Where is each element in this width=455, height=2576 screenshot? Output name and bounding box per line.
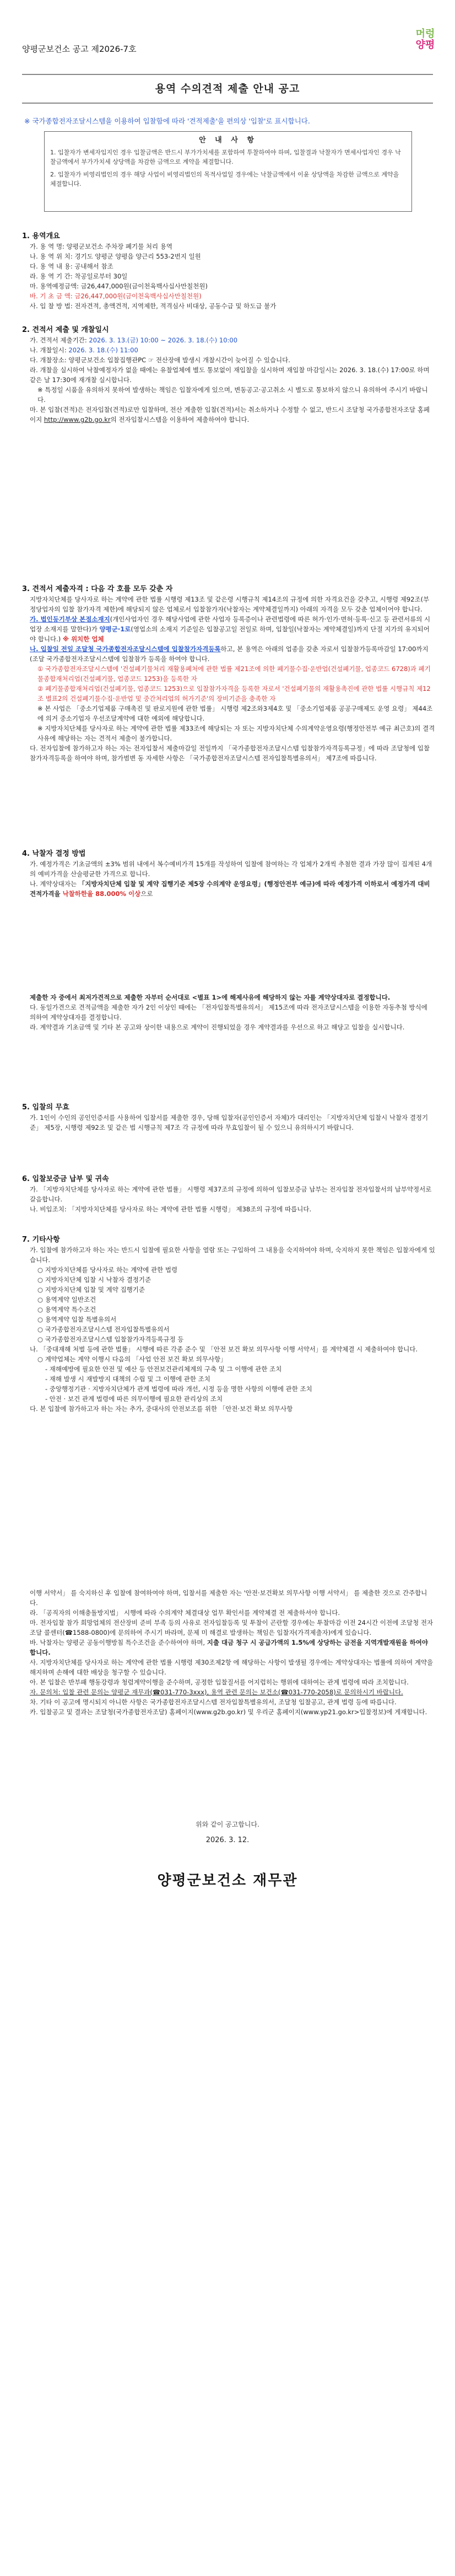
section-submission-schedule xyxy=(22,325,435,425)
misc-g: 사. 지방자치단체를 당사자로 하는 계약에 관한 법률 시행령 제30조제2항 에 해당하는 사항이 발생될 경우에는 계약상대자는 법률에 의하여 계약을 해지하며 손해에 대한 배상을 청구할 수 있습니다. xyxy=(30,1659,434,1676)
misc-contact: 자. 문의처: 입찰 관련 문의는 양평군 재무과(☎031-770-3xxx), 용역 관련 문의는 보건소(☎031-770-2058)로 문의하시기 바랍니다. xyxy=(30,1688,403,1696)
invalid-a: 가. 1인이 수인의 공인인증서를 사용하여 입찰서를 제출한 경우, 당해 입찰자(공인인증서 자체)가 대리인는 「지방자치단체 입찰시 낙찰자 결정기준」 제5장, 시행령 제92조 및 같은 법 시행규칙 제7조 각 규정에 따라 무효입찰이 될 수 있으니 유의하시기 바랍니다. xyxy=(30,1114,429,1131)
misc-f-bold: 지출 대금 청구 시 공급가액의 1.5%에 상당하는 금전을 지역개발재원을 하여야 합니다. xyxy=(30,1639,428,1656)
section-award-method xyxy=(22,849,435,899)
e-bid-rule: 마. 본 입찰(견적)은 전자입찰(견적)로만 입찰하며, 전산 계출한 입찰(견적)서는 취소하거나 수정할 수 없고, 반드시 조달청 국가종합전자조달 홈페이지 xyxy=(30,406,430,423)
top-notice: ※ 국가종합전자조달시스템을 이용하여 입찰함에 따라 '견적제출'을 편의상 '입찰'로 표시합니다. xyxy=(24,117,310,125)
submission-period-value: 2026. 3. 13.(금) 10:00 ~ 2026. 3. 18.(수) 10:00 xyxy=(89,336,238,344)
guide-item-1: 1. 입찰자가 변세자입지인 경우 입찰금액은 반드시 부가가치세를 포함하여 투찰하여야 하며, 입찰결과 낙찰자가 면세사업자인 경우 낙찰금액에서 부가가치세 상당액을 차감한 금액으로 계약을 체결합니다. xyxy=(50,149,401,165)
opening-time-label: 나. 개찰일시: xyxy=(30,346,67,354)
law-list-item: ○ 용역계약 특수조건 xyxy=(37,1306,96,1313)
law-list-item: ○ 국가종합전자조달시스템 입찰참가자격등록규정 등 xyxy=(37,1335,184,1343)
eligibility-head-a: 가. 법인등기부상 본점소재지 xyxy=(30,615,110,623)
eligibility-tail-a: ※ 위치한 업체 xyxy=(62,635,104,643)
eligibility-head-b: 나. 입찰일 전일 조달청 국가종합전자조달시스템에 입찰참가자격등록 xyxy=(30,645,221,653)
law-list-item: ○ 국가종합전자조달시스템 전자입찰특별유의서 xyxy=(37,1325,170,1333)
misc-e: 마. 전자입찰 참가 희망업체의 전산장비 준비 부족 등의 사유로 전자입찰등록 및 투찰이 곤란할 경우에는 투찰마감 이전 24시간 이전에 조달청 전자조달 콜센터(☎1588-0800)에 문의하여 주시기 바라며, 문제 미 해결로 발생하는 책임은 입찰자(가격제출자)에게 있습니다. xyxy=(30,1619,434,1636)
section-title: 2. 견적서 제출 및 개찰일시 xyxy=(22,326,109,334)
section-title: 3. 견적서 제출자격 : 다음 각 호를 모두 갖춘 자 xyxy=(22,585,173,593)
misc-j: 카. 입찰공고 및 결과는 조달청(국가종합전자조달) 홈페이지(www.g2b.go.kr) 및 우리군 홈페이지(www.yp21.go.kr>입찰정보)에 게재합니다. xyxy=(30,1708,427,1716)
award-b-tail: 으로 xyxy=(140,890,153,898)
misc-b: 나. 「중대재해 처벌 등에 관한 법률」 시행에 따른 각종 준수 및 「안전 보건 확보 의무사항 이행 서약서」를 계약체결 시 제출하여야 합니다. xyxy=(30,1345,418,1353)
safety-list-item: ○ 계약업체는 계약 이행시 다음의 「사업 안전 보건 확보 의무사항」 xyxy=(37,1355,227,1363)
logo-text-top: 머렁 xyxy=(415,28,435,40)
law-list-item: ○ 지방자치단체를 당사자로 하는 계약에 관한 법령 xyxy=(37,1266,178,1274)
section-title: 4. 낙찰자 결정 방법 xyxy=(22,850,86,858)
section-title: 6. 입찰보증금 납부 및 귀속 xyxy=(22,1175,109,1183)
overview-base-price: 바. 기 초 금 액: 금26,447,000원(금이천육백사십사만칠천원) xyxy=(30,292,202,300)
misc-c: 다. 본 입찰에 참가하고자 하는 자는 추가, 중대사의 안전보조를 위한 「안전·보건 확보 의무사항 xyxy=(30,1405,293,1413)
deposit-b: 나. 비입조치: 「지방자치단체를 당사자로 하는 계약에 관한 법률 시행령」 제38조의 규정에 따릅니다. xyxy=(30,1205,312,1213)
award-b-bold: 「지방자치단체 입찰 및 계약 집행기준 제5장 수의계약 운영요령」(행정안전부 예규)에 따라 예정가격 이하로서 예정가격 대비 견적가격을 xyxy=(30,880,430,898)
award-rate: 낙찰하한율 88.000% 이상 xyxy=(62,890,141,898)
award-c: 다. 동일가견으로 견적금액을 제출한 자가 2인 이상인 때에는 「전자입찰특별유의서」 제15조에 따라 전자조달시스템을 이용한 자동추첨 방식에 의하여 계약상대자를 결정합니다. xyxy=(30,1003,427,1021)
overview-period: 라. 용 역 기 간: 착공일로부터 30일 xyxy=(30,272,128,280)
page-title: 용역 수의견적 제출 안내 공고 xyxy=(22,74,433,104)
deposit-a: 가. 「지방자치단체를 당사자로 하는 계약에 관한 법률」 시행령 제37조의 규정에 의하여 입찰보증금 납부는 전자입찰 전자입찰서의 납부약정서로 갈음합니다. xyxy=(30,1185,432,1203)
eligibility-region: 양평군·1로 xyxy=(99,625,131,633)
eligibility-body-a: (개인사업자인 경우 해당사업에 관한 사업자 등록증이나 관련법령에 따른 허가·인가·면허·등록·신고 등 관련서류의 시업장 소재지를 말한다)가 xyxy=(30,615,431,633)
rebid-info: 라. 개찰을 실시하여 낙찰예정자가 없을 때에는 유찰업체에 별도 통보없이 재입찰을 실시하며 재입찰 마감일시는 2026. 3. 18.(수) 17:00로 하며 같은 날 17:30에 재개찰 실시합니다. xyxy=(30,366,430,384)
guide-box xyxy=(44,131,412,212)
schedule-note: ※ 특정일 시품을 유의하지 못하여 발생하는 책임은 입찰자에게 있으며, 변동공고·공고취소 시 별도로 통보하지 않으니 유의하여 주시기 바랍니다. xyxy=(37,386,428,404)
guide-item-2: 2. 입찰자가 비영리법인의 경우 해당 사업이 비영리법인의 목적사업일 경우에는 낙찰금액에서 이윤 상당액을 차감한 금액으로 계약을 체결합니다. xyxy=(50,171,399,187)
safety-list-item: - 안전 · 보건 관계 법령에 따른 의무이행에 필요한 관리상의 조치 xyxy=(45,1395,223,1403)
document-number: 양평군보건소 공고 제2026-7호 xyxy=(22,44,137,54)
law-list-item: ○ 지방자치단체 입찰 및 계약 집행기준 xyxy=(37,1286,145,1294)
section-title: 1. 용역개요 xyxy=(22,232,60,240)
award-a: 가. 예정가격은 기초금액의 ±3% 범위 내에서 복수예비가격 15개를 작성하여 입찰에 참여하는 각 업체가 2개씩 추첨한 결과 가장 많이 집계된 4개의 예비가격을 산술평균한 가격으로 합니다. xyxy=(30,860,432,878)
overview-method: 사. 입 찰 방 법: 전자견적, 총액견적, 지역제한, 적격심사 비대상, 공동수급 및 하도급 불가 xyxy=(30,302,277,310)
opening-place: 다. 개찰장소: 양평군보건소 입찰집행관PC ☞ 전산장애 발생시 개찰시간이 늦어질 수 있습니다. xyxy=(30,356,290,364)
eligibility-condition-1: ① 국가종합전자조달시스템에 '건설폐기물처리 재활용폐처에 관한 법률 제21조에 의한 폐기물수집·운반업(건설폐기물, 업종코드 6728)과 폐기물종합재처리업(건설폐기물, 업종코드 1253)을 등록한 자 xyxy=(37,665,431,683)
guide-title: 안 내 사 항 xyxy=(199,136,257,144)
signer: 양평군보건소 재무관 xyxy=(157,1872,298,1889)
yangpyeong-logo xyxy=(409,29,442,62)
overview-location: 나. 용 역 위 치: 경기도 양평군 양평읍 양근리 553-2번지 일원 xyxy=(30,253,201,260)
misc-c-continued: 이행 서약서」 를 숙지하신 후 입찰에 참여하여야 하며, 입찰서를 제출한 자는 '안전·보건확보 의무사항 이행 서약서」 를 제출한 것으로 간주합니다. xyxy=(30,1589,427,1607)
submission-period-label: 가. 견적서 제출기간: xyxy=(30,336,87,344)
overview-estimated-price: 마. 용역예정금액: 금26,447,000원(금이천육백사십사만칠천원) xyxy=(30,282,208,290)
overview-name: 가. 용 역 명: 양평군보건소 주차장 폐기물 처리 용역 xyxy=(30,243,172,250)
section-invalid-bid xyxy=(22,1103,435,1133)
misc-d: 라. 「공직자의 이해충돌방지법」 시행에 따라 수의계약 체결대상 업무 확인서를 계약체결 전 제출하셔야 합니다. xyxy=(30,1609,340,1617)
safety-list-item: - 재해 발생 시 재발방지 대책의 수립 및 그 이행에 관한 조치 xyxy=(45,1375,210,1383)
safety-list-item: - 재해예방에 필요한 안전 및 예산 등 안전보건관리체계의 구축 및 그 이행에 관한 조치 xyxy=(45,1365,282,1373)
eligibility-intro: 지방자치단체를 당사자로 하는 계약에 관한 법률 시행령 제13조 및 같은령 시행규칙 제14조의 규정에 의한 자격요건을 갖추고, 시행령 제92조(부정당업자의 입찰 참가자격 제한)에 해당되지 않은 업체로서 입찰참가자(낙찰자는 계약체결일까지) 아래의 자격을 모두 갖춘 업체이어야 합니다. xyxy=(30,595,430,613)
g2b-link[interactable]: http://www.g2b.go.kr xyxy=(44,416,111,423)
section-deposit xyxy=(22,1174,435,1214)
section-overview xyxy=(22,232,435,311)
announcement-date: 2026. 3. 12. xyxy=(205,1836,250,1844)
award-b-pre: 나. 계약상대자는 xyxy=(30,880,79,888)
law-list-item: ○ 지방자치단체 입찰 시 낙찰자 결정기준 xyxy=(37,1276,151,1284)
section-misc xyxy=(22,1235,435,1414)
eligibility-condition-2: ② 폐기물종합재처리업(건설폐기물, 업종코드 1253)으로 입찰참가자격을 등록한 자로서 '건설폐기물의 재활용촉진에 관한 법률 시행규칙 제12조 별표2의 건설폐기물수집·운반업 및 중간처리업의 허가기준'의 장비기준을 충족한 자 xyxy=(37,685,431,702)
eligibility-note-1: ※ 본 사업은 「중소기업제품 구매촉진 및 판로지원에 관한 법률」 시행령 제2조와3제4호 및 「중소기업제품 공공구매제도 운영 요령」 제44조에 의거 중소기업자 우선조달계약에 대한 예외에 해당합니다. xyxy=(37,705,433,722)
eligibility-c: 다. 전자입찰에 참가하고자 하는 자는 전자입찰서 제출마감일 전일까지 「국가종합전자조달시스템 입찰참가자격등록규정」에 따라 조달청에 입찰참가자격등록을 하여야 하며, 참가범변 동 자세한 사항은 「국가종합전자조달시스템 전자입찰특별유의서」 제7조에 따릅니다. xyxy=(30,744,430,762)
misc-h: 아. 본 입찰은 반부패 행동강령과 청렴계약이행을 준수하며, 공정한 입찰질서를 어지럽히는 행위에 대하여는 관계 법령에 따라 조치합니다. xyxy=(30,1678,409,1686)
section-eligibility xyxy=(22,584,435,763)
logo-text-bottom: 양평 xyxy=(415,39,435,51)
overview-content: 다. 용 역 내 용: 공내해서 참조 xyxy=(30,262,113,270)
award-d: 라. 계약결과 기초금액 및 기타 본 공고와 상이한 내용으로 계약이 진행되었을 경우 계약결과를 우선으로 하고 해당고 입찰을 실시합니다. xyxy=(30,1023,405,1031)
closing-line: 위와 같이 공고합니다. xyxy=(196,1821,259,1828)
misc-a: 가. 입찰에 참가하고자 하는 자는 반드시 입찰에 필요한 사항을 열람 또는 구입하여 그 내용을 숙지하여야 하며, 숙지하지 못한 책임은 입찰자에게 있습니다. xyxy=(30,1246,435,1264)
section-title: 5. 입찰의 무효 xyxy=(22,1103,69,1112)
section-award-method-continued xyxy=(22,992,435,1032)
safety-list-item: - 중앙행정기관 · 지방자치단체가 관계 법령에 따라 개선, 시정 등을 명한 사항의 이행에 관한 조치 xyxy=(45,1385,312,1393)
award-b-continued: 제출한 자 중에서 최저가견적으로 제출한 자부터 순서대로 <별표 1>에 해제사유에 해당하지 않는 자를 계약상대자로 결정합니다. xyxy=(30,994,391,1001)
eligibility-note-2: ※ 지방자치단체를 당사자로 하는 계약에 관한 법률 제33조에 해당되는 자 또는 지방자치단체 수의계약운영요령(행정안전부 예규 최근호)의 결격사유에 해당하는 자는 견적서 제출이 불가합니다. xyxy=(37,724,435,742)
eligibility-body-b: 하고, 본 용역은 아래의 업종을 갖춘 자로서 입찰참가등록마감일 17:00까지 (조달 국가종합전자조달시스템에 입찰참가 등록을 하여야 합니다. xyxy=(30,645,429,663)
section-title: 7. 기타사항 xyxy=(22,1236,60,1244)
law-list-item: ○ 용역계약 일반조건 xyxy=(37,1296,96,1303)
opening-time-value: 2026. 3. 18.(수) 11:00 xyxy=(68,346,138,354)
misc-f-pre: 바. 낙찰자는 양평군 공동이행방침 특수조건을 준수하여야 하며, xyxy=(30,1639,207,1646)
e-bid-rule-tail: 의 전자입찰시스템을 이용하여 제출하여야 합니다. xyxy=(110,416,250,423)
section-misc-continued xyxy=(22,1588,435,1717)
misc-i: 차. 기타 이 공고에 명시되지 아니한 사항은 국가종합전자조달시스템 전자입찰특별유의서, 조달청 입찰공고, 관계 법령 등에 따릅니다. xyxy=(30,1698,397,1706)
law-list-item: ○ 용역계약 입찰 특별유의서 xyxy=(37,1316,117,1323)
eligibility-body-a2: (영업소의 소재지 기준일은 입찰공고일 전일로 하며, 입찰일(낙찰자는 계약체결일)까지 단절 지가의 유지되어야 합니다.) xyxy=(30,625,430,643)
